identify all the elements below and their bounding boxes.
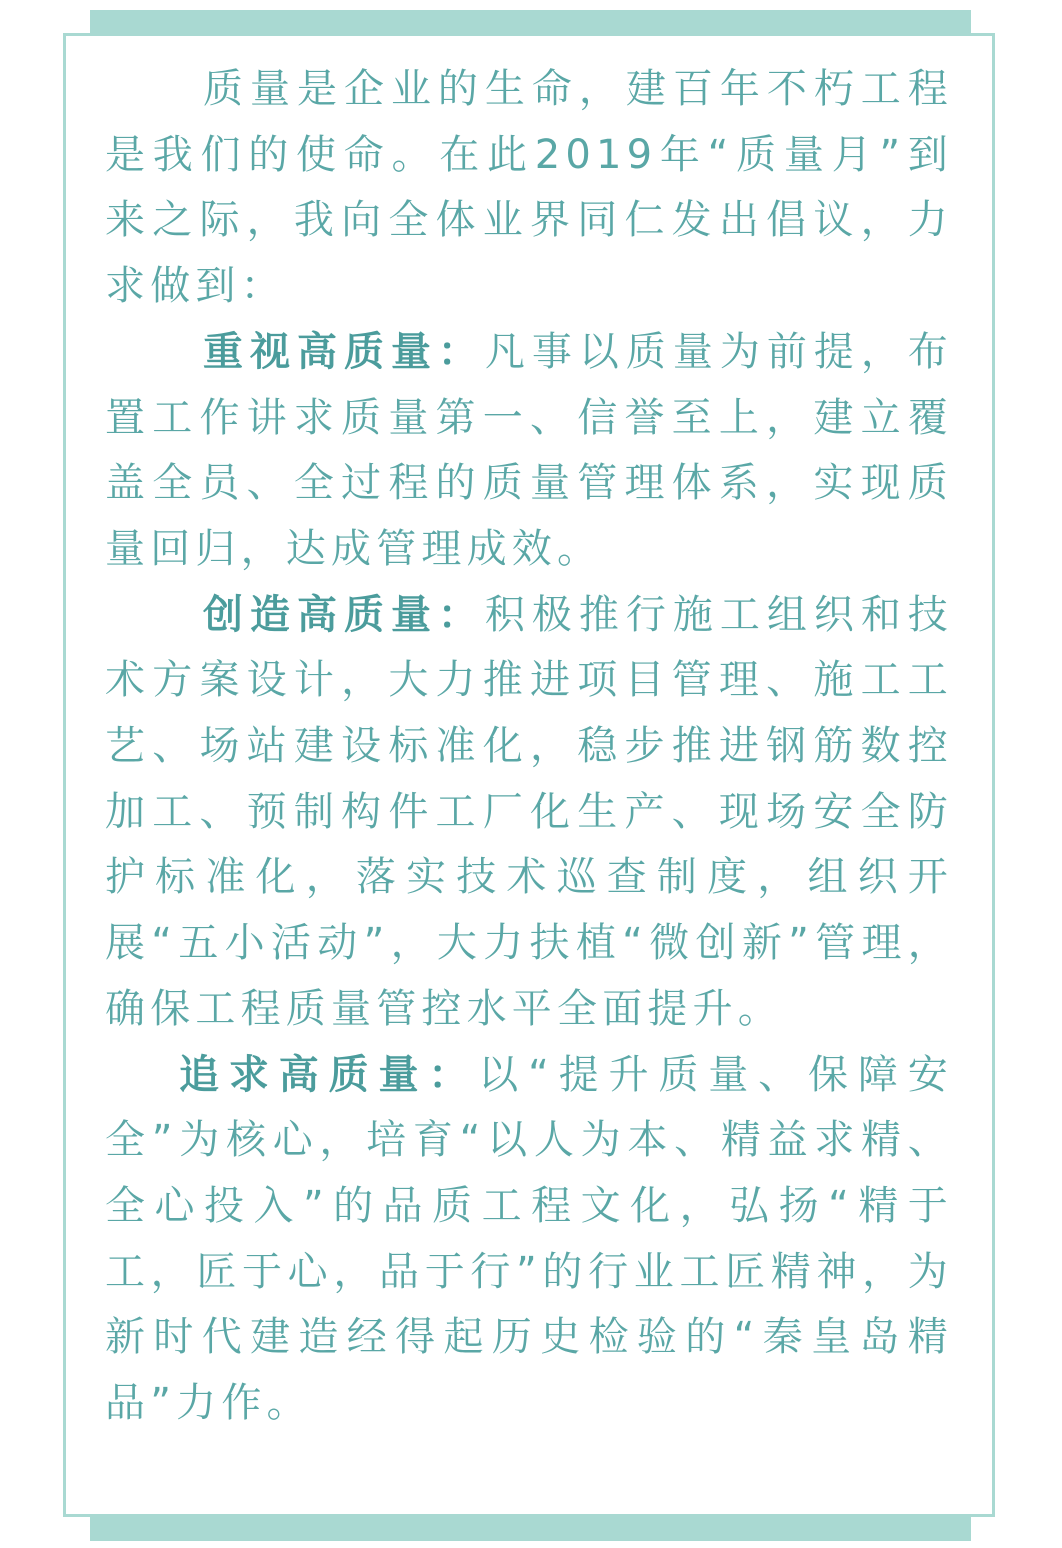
- value-quality-paragraph: [105, 320, 953, 583]
- article-body: [105, 57, 953, 1437]
- value-quality-text: 凡事以质量为前提，布置工作讲求质量第一、信誉至上，建立覆盖全员、全过程的质量管理体系，实现质量回归，达成管理成效。: [105, 328, 953, 572]
- intro-text: 质量是企业的生命，建百年不朽工程是我们的使命。在此2019年“质量月”到来之际，我向全体业界同仁发出倡议，力求做到：: [105, 66, 953, 310]
- pursue-quality-text: 以“提升质量、保障安全”为核心，培育“以人为本、精益求精、全心投入”的品质工程文化，弘扬“精于工，匠于心，品于行”的行业工匠精神，为新时代建造经得起历史检验的“秦皇岛精品”力作。: [105, 1051, 953, 1427]
- top-decorative-bar: [90, 10, 971, 34]
- pursue-quality-paragraph: [105, 1043, 953, 1437]
- bottom-decorative-bar: [90, 1517, 971, 1541]
- pursue-quality-heading: 追求高质量：: [179, 1051, 479, 1098]
- create-quality-heading: 创造高质量：: [203, 591, 485, 638]
- intro-paragraph: [105, 57, 953, 320]
- value-quality-heading: 重视高质量：: [203, 328, 485, 375]
- create-quality-text: 积极推行施工组织和技术方案设计，大力推进项目管理、施工工艺、场站建设标准化，稳步推进钢筋数控加工、预制构件工厂化生产、现场安全防护标准化，落实技术巡查制度，组织开展“五小活动”，大力扶植“微创新”管理，确保工程质量管控水平全面提升。: [105, 591, 953, 1032]
- create-quality-paragraph: [105, 583, 953, 1043]
